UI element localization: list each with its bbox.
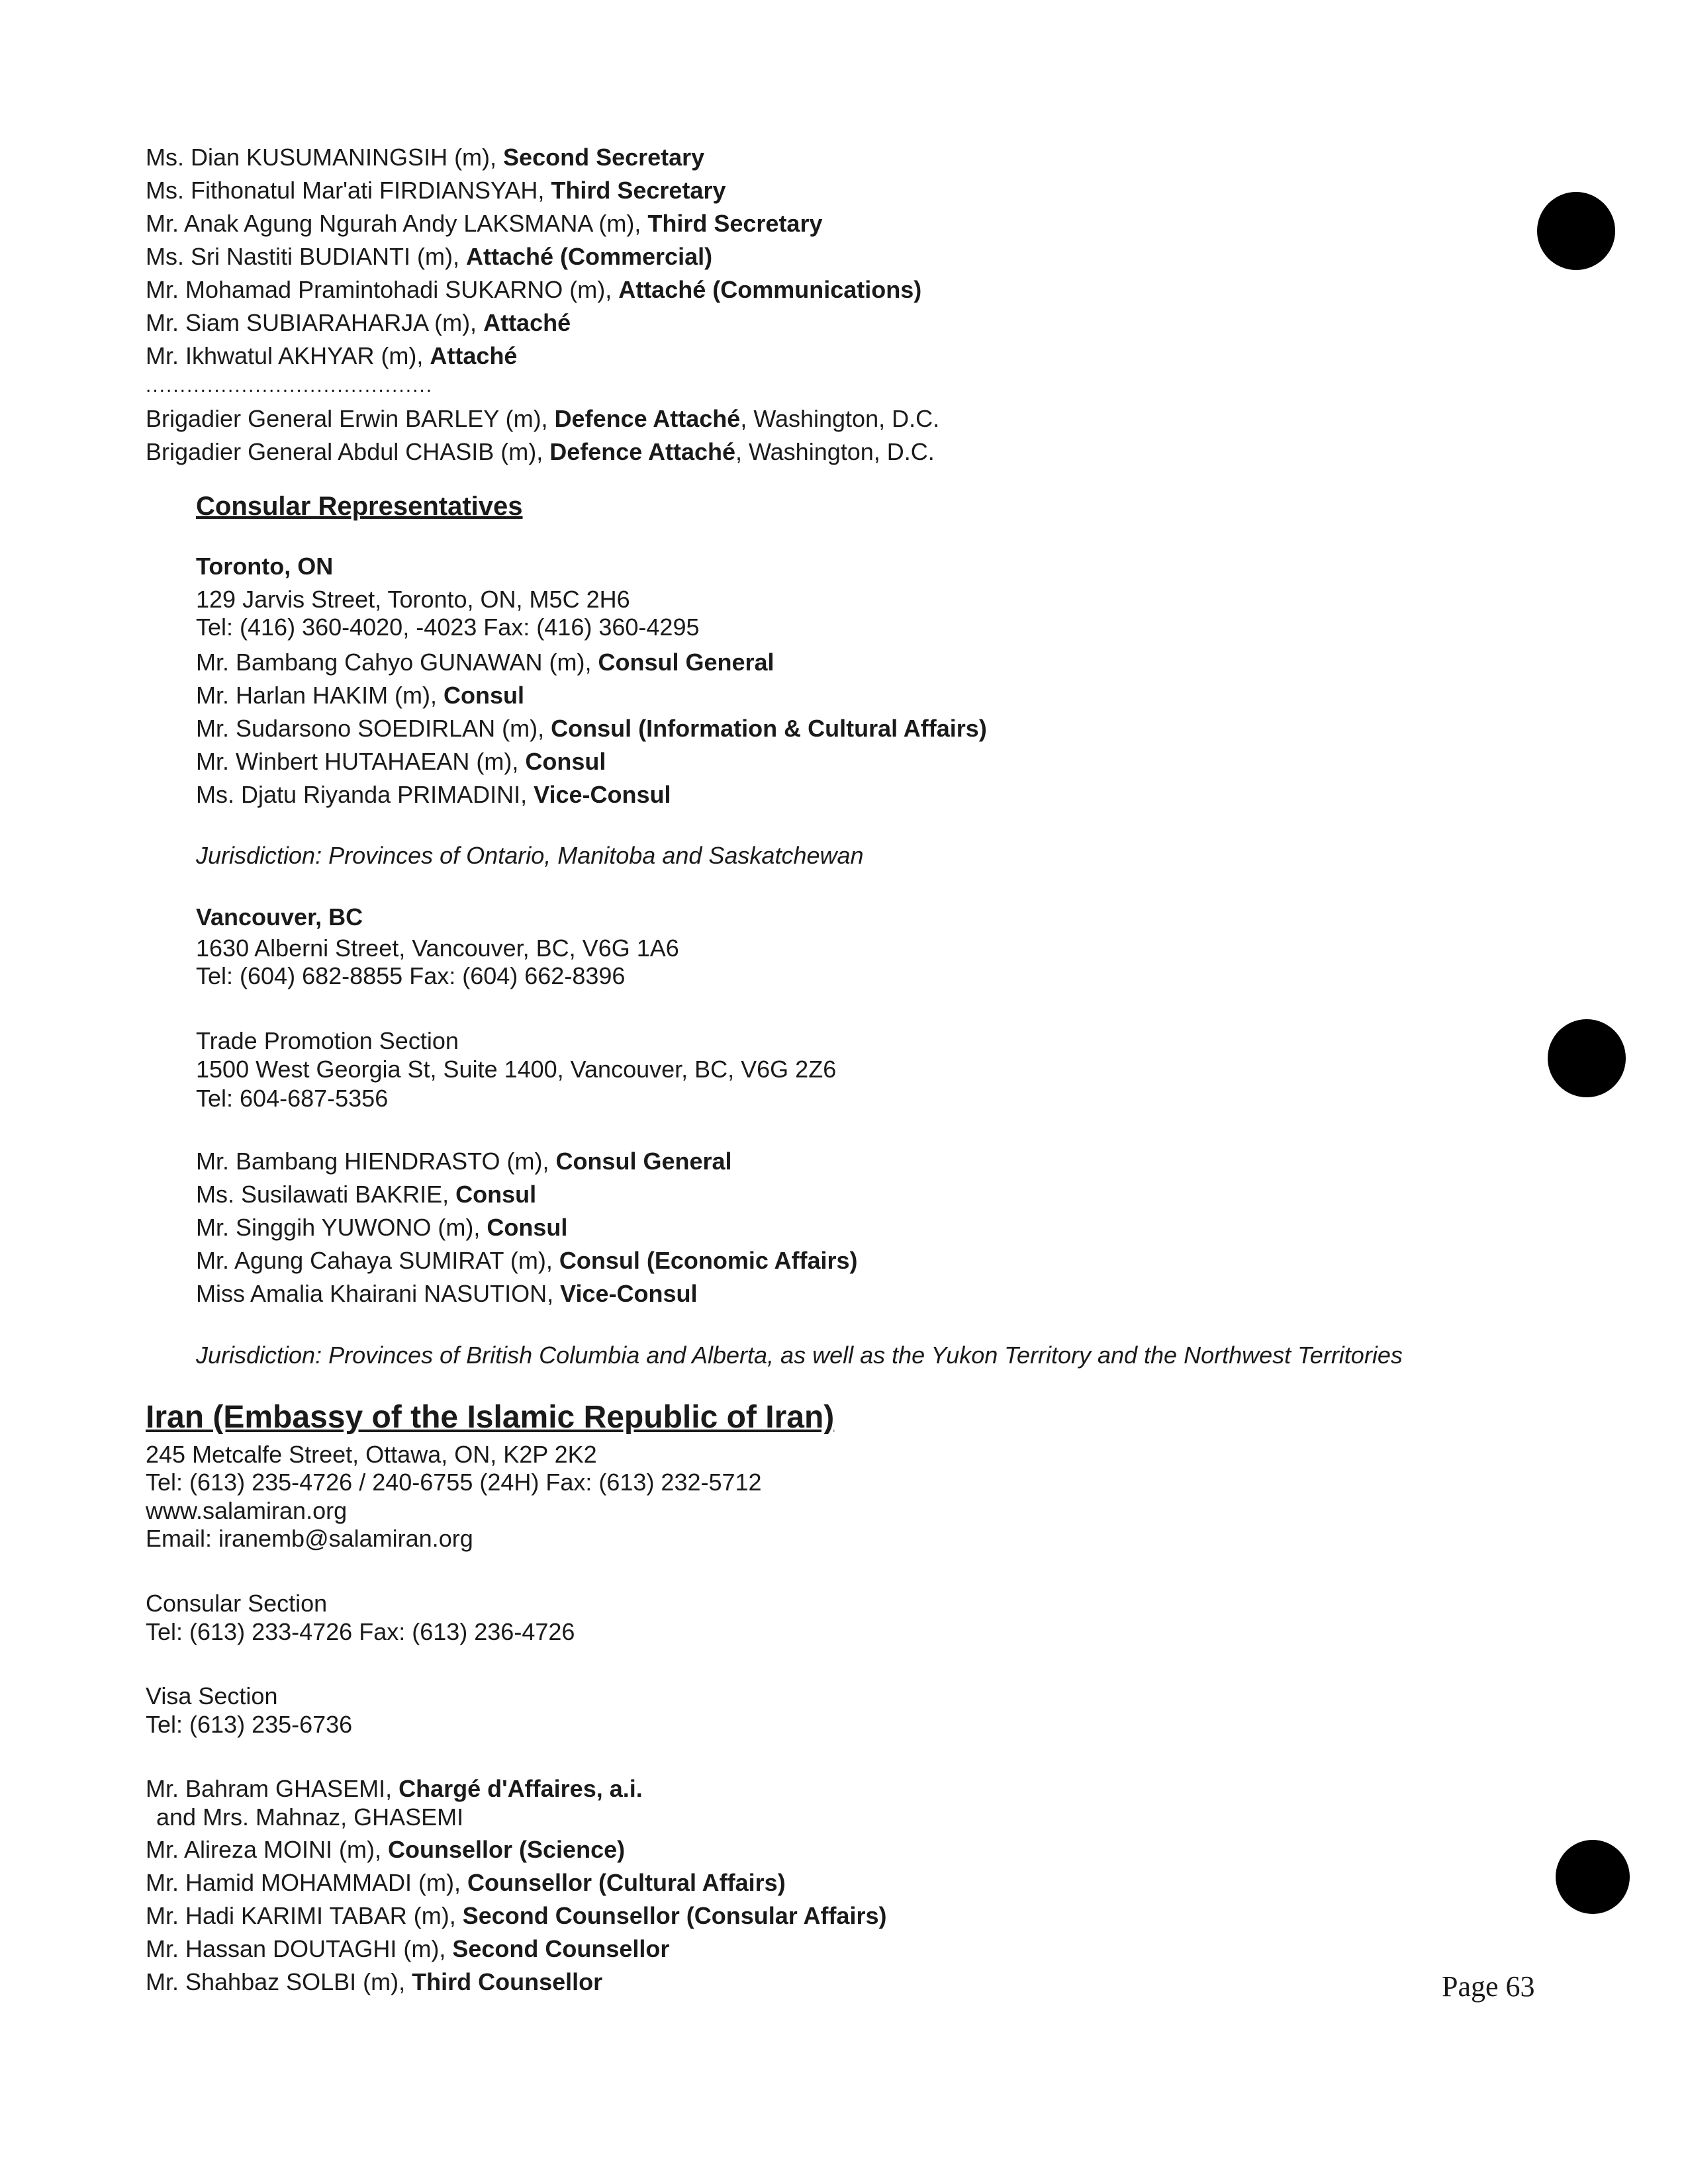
city-heading: Vancouver, BC <box>196 903 363 931</box>
staff-name: Mr. Bahram GHASEMI, <box>146 1775 399 1802</box>
phone-fax: Tel: (613) 235-4726 / 240-6755 (24H) Fax: (613) 232-5712 <box>146 1469 762 1496</box>
staff-title: Third Secretary <box>551 177 726 204</box>
defence-entry <box>146 440 935 464</box>
staff-title: Attaché <box>430 342 518 369</box>
staff-name: Mr. Hassan DOUTAGHI (m), <box>146 1935 453 1962</box>
staff-entry <box>146 1904 886 1928</box>
staff-name: Mr. Winbert HUTAHAEAN (m), <box>196 748 526 775</box>
staff-title: Third Counsellor <box>412 1968 603 1995</box>
staff-title: Consul <box>444 682 525 709</box>
staff-name: Ms. Sri Nastiti BUDIANTI (m), <box>146 243 466 270</box>
staff-entry <box>146 1871 786 1895</box>
staff-entry <box>146 1838 625 1862</box>
staff-title: Attaché (Commercial) <box>466 243 713 270</box>
staff-entry <box>196 1282 698 1306</box>
phone-fax: Tel: (604) 682-8855 Fax: (604) 662-8396 <box>196 962 626 989</box>
staff-title: Second Counsellor <box>452 1935 670 1962</box>
staff-title: Consul <box>487 1214 568 1241</box>
staff-title: Consul General <box>555 1148 732 1175</box>
staff-entry <box>146 179 726 203</box>
staff-entry <box>196 717 987 741</box>
staff-entry <box>146 1937 669 1961</box>
staff-title: Second Counsellor (Consular Affairs) <box>462 1902 887 1929</box>
jurisdiction-note: Jurisdiction: Provinces of British Columbia and Alberta, as well as the Yukon Territory and the Northwest Territories <box>196 1342 1403 1369</box>
defence-entry <box>146 407 939 431</box>
staff-title: Vice-Consul <box>560 1280 698 1307</box>
staff-name: Mr. Bambang HIENDRASTO (m), <box>196 1148 556 1175</box>
staff-name: Mr. Hamid MOHAMMADI (m), <box>146 1869 467 1896</box>
staff-name: Mr. Siam SUBIARAHARJA (m), <box>146 309 484 336</box>
staff-name: Mr. Singgih YUWONO (m), <box>196 1214 487 1241</box>
staff-entry <box>196 1216 567 1240</box>
staff-title: Defence Attaché <box>549 438 736 465</box>
staff-entry <box>196 1150 732 1173</box>
staff-name: Mr. Alireza MOINI (m), <box>146 1836 389 1863</box>
staff-name: Ms. Djatu Riyanda PRIMADINI, <box>196 781 534 808</box>
staff-entry <box>196 783 671 807</box>
staff-location: , Washington, D.C. <box>740 405 940 432</box>
staff-name: Mr. Bambang Cahyo GUNAWAN (m), <box>196 649 598 676</box>
trade-section-label: Trade Promotion Section <box>196 1027 459 1054</box>
staff-entry <box>146 311 571 335</box>
staff-title: Consul (Information & Cultural Affairs) <box>551 715 987 742</box>
staff-entry <box>196 1249 858 1273</box>
section-heading: Consular Representatives <box>196 492 523 521</box>
consular-section-label: Consular Section <box>146 1590 328 1617</box>
staff-entry <box>146 1777 643 1801</box>
address: 1500 West Georgia St, Suite 1400, Vancouver, BC, V6G 2Z6 <box>196 1056 837 1083</box>
phone-fax: Tel: (613) 233-4726 Fax: (613) 236-4726 <box>146 1618 575 1645</box>
staff-title: Defence Attaché <box>554 405 741 432</box>
staff-entry <box>196 1183 536 1206</box>
staff-title: Counsellor (Cultural Affairs) <box>467 1869 786 1896</box>
staff-location: , Washington, D.C. <box>735 438 935 465</box>
country-heading: Iran (Embassy of the Islamic Republic of Iran) <box>146 1400 835 1435</box>
phone: Tel: (613) 235-6736 <box>146 1711 353 1738</box>
dotted-separator: .......................................... <box>146 375 434 396</box>
staff-title: Second Secretary <box>503 144 705 171</box>
staff-name: Mr. Ikhwatul AKHYAR (m), <box>146 342 430 369</box>
staff-name: Mr. Agung Cahaya SUMIRAT (m), <box>196 1247 559 1274</box>
staff-title: Attaché <box>483 309 571 336</box>
staff-name: Ms. Fithonatul Mar'ati FIRDIANSYAH, <box>146 177 551 204</box>
staff-name: Mr. Shahbaz SOLBI (m), <box>146 1968 412 1995</box>
staff-name: Mr. Mohamad Pramintohadi SUKARNO (m), <box>146 276 619 303</box>
punch-hole <box>1556 1840 1630 1914</box>
page-number: Page 63 <box>1442 1970 1535 2003</box>
staff-name: Brigadier General Erwin BARLEY (m), <box>146 405 555 432</box>
staff-name: Mr. Sudarsono SOEDIRLAN (m), <box>196 715 551 742</box>
staff-title: Consul <box>455 1181 537 1208</box>
staff-title: Vice-Consul <box>534 781 671 808</box>
punch-hole <box>1548 1019 1626 1097</box>
staff-entry <box>146 344 517 368</box>
address: 129 Jarvis Street, Toronto, ON, M5C 2H6 <box>196 586 630 613</box>
phone: Tel: 604-687-5356 <box>196 1085 389 1112</box>
phone-fax: Tel: (416) 360-4020, -4023 Fax: (416) 360-4295 <box>196 614 700 641</box>
staff-title: Chargé d'Affaires, a.i. <box>399 1775 643 1802</box>
staff-title: Consul (Economic Affairs) <box>559 1247 858 1274</box>
staff-name: Ms. Susilawati BAKRIE, <box>196 1181 456 1208</box>
staff-name: Brigadier General Abdul CHASIB (m), <box>146 438 550 465</box>
email: Email: iranemb@salamiran.org <box>146 1525 473 1552</box>
staff-entry <box>146 278 921 302</box>
staff-title: Counsellor (Science) <box>388 1836 626 1863</box>
staff-entry <box>196 750 606 774</box>
spouse-line: and Mrs. Mahnaz, GHASEMI <box>156 1803 464 1831</box>
staff-entry <box>146 146 704 169</box>
staff-name: Mr. Hadi KARIMI TABAR (m), <box>146 1902 463 1929</box>
city-heading: Toronto, ON <box>196 553 334 580</box>
staff-name: Miss Amalia Khairani NASUTION, <box>196 1280 561 1307</box>
staff-entry <box>146 245 712 269</box>
staff-title: Consul <box>525 748 606 775</box>
staff-entry <box>146 212 823 236</box>
punch-hole <box>1537 192 1615 270</box>
staff-title: Consul General <box>598 649 774 676</box>
staff-title: Third Secretary <box>647 210 823 237</box>
staff-entry <box>196 651 774 674</box>
staff-name: Ms. Dian KUSUMANINGSIH (m), <box>146 144 504 171</box>
staff-entry <box>146 1970 602 1994</box>
website: www.salamiran.org <box>146 1497 348 1524</box>
address: 245 Metcalfe Street, Ottawa, ON, K2P 2K2 <box>146 1441 597 1468</box>
staff-title: Attaché (Communications) <box>618 276 922 303</box>
address: 1630 Alberni Street, Vancouver, BC, V6G 1A6 <box>196 934 679 962</box>
visa-section-label: Visa Section <box>146 1682 278 1709</box>
staff-entry <box>196 684 524 707</box>
staff-name: Mr. Anak Agung Ngurah Andy LAKSMANA (m), <box>146 210 648 237</box>
jurisdiction-note: Jurisdiction: Provinces of Ontario, Manitoba and Saskatchewan <box>196 842 864 869</box>
staff-name: Mr. Harlan HAKIM (m), <box>196 682 444 709</box>
